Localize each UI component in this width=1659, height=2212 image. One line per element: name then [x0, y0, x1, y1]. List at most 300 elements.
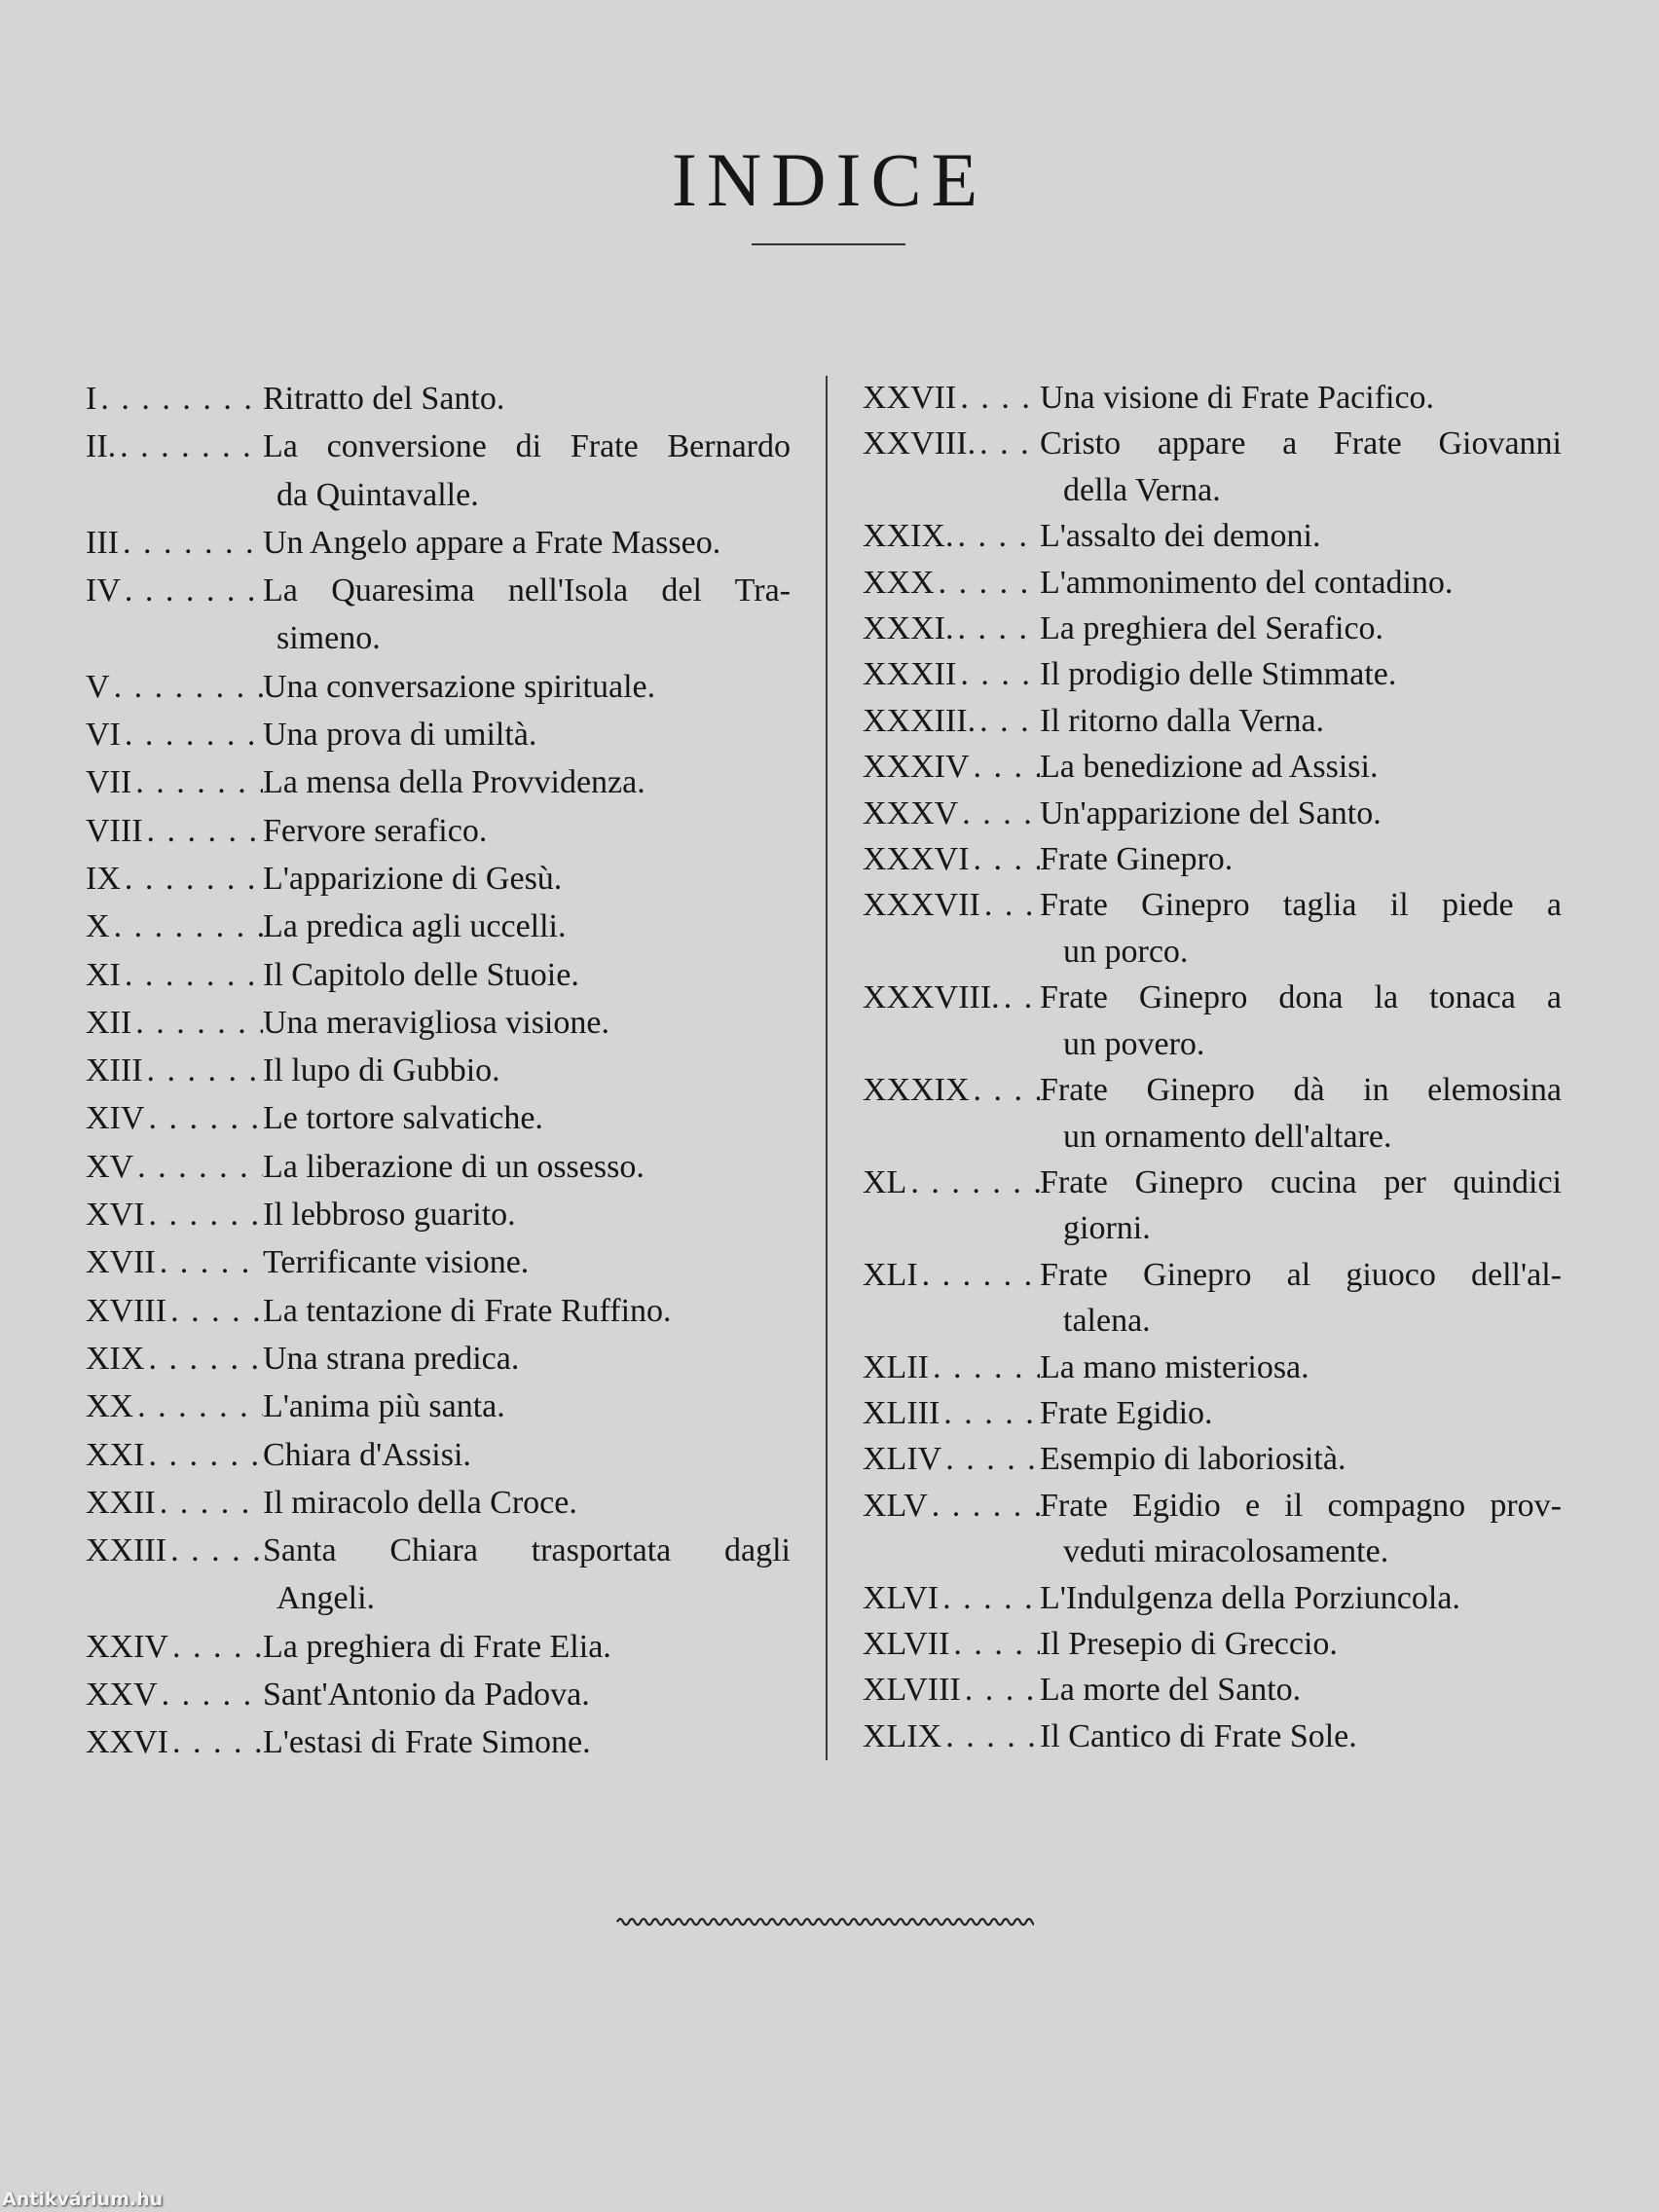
dot-leader: [121, 567, 263, 663]
index-entry: [86, 999, 791, 1047]
chapter-title: [263, 567, 791, 663]
index-entry: [863, 560, 1562, 606]
dot-leader: [116, 423, 263, 519]
chapter-title: [263, 375, 791, 423]
dot-leader: [166, 1287, 263, 1335]
chapter-numeral: VII: [86, 764, 132, 801]
index-entry: [863, 1667, 1562, 1713]
chapter-title-line: Frate Ginepro al giuoco dell'al-: [1040, 1256, 1562, 1293]
chapter-title: [263, 1335, 791, 1382]
index-entry: [863, 606, 1562, 651]
chapter-title-line: Una conversazione spirituale.: [263, 668, 656, 705]
chapter-title: [1040, 375, 1562, 421]
chapter-title-line: Frate Egidio.: [1040, 1394, 1213, 1431]
chapter-numeral-cell: [86, 711, 263, 758]
chapter-numeral-cell: [86, 1238, 263, 1286]
dot-leader: [121, 855, 263, 903]
index-entry: [86, 375, 791, 423]
chapter-title-line: La preghiera di Frate Elia.: [263, 1628, 611, 1665]
chapter-numeral-cell: [86, 1671, 263, 1718]
chapter-numeral: XXXIX: [863, 1072, 970, 1109]
index-entry: [86, 758, 791, 806]
dot-leader: [953, 513, 1040, 559]
chapter-title-line: Santa Chiara trasportata dagli: [263, 1532, 791, 1569]
index-entry: [863, 836, 1562, 882]
dot-leader: [906, 1160, 1040, 1252]
dot-leader: [144, 1431, 263, 1479]
dot-leader: [953, 606, 1040, 651]
chapter-title: [1040, 1252, 1562, 1345]
dot-leader: [976, 421, 1040, 513]
chapter-numeral: XX: [86, 1388, 134, 1425]
chapter-numeral-cell: [86, 1191, 263, 1238]
index-entry: [86, 567, 791, 663]
chapter-title: [263, 519, 791, 567]
dot-leader: [940, 1390, 1040, 1436]
dot-leader: [121, 711, 263, 758]
chapter-title-line: Il Cantico di Frate Sole.: [1040, 1717, 1357, 1754]
chapter-title-line: Un Angelo appare a Frate Masseo.: [263, 524, 721, 561]
index-entry: [86, 1382, 791, 1430]
chapter-title: [1040, 1160, 1562, 1252]
index-entry: [86, 807, 791, 855]
chapter-title: [263, 903, 791, 950]
dot-leader: [144, 1191, 263, 1238]
index-entry: [86, 1287, 791, 1335]
index-entry: [863, 744, 1562, 790]
chapter-title-line: Il miracolo della Croce.: [263, 1484, 577, 1521]
chapter-title-line: Le tortore salvatiche.: [263, 1100, 543, 1137]
index-entry: [863, 375, 1562, 421]
index-entry: [863, 882, 1562, 975]
chapter-numeral-cell: [863, 421, 1040, 513]
chapter-numeral: XIII: [86, 1052, 143, 1089]
chapter-numeral: XXVI: [86, 1724, 168, 1761]
index-entry: [863, 698, 1562, 744]
index-entry: [863, 513, 1562, 559]
chapter-title-line: Una meravigliosa visione.: [263, 1004, 609, 1041]
dot-leader: [970, 744, 1040, 790]
chapter-numeral: XXXI.: [863, 610, 954, 647]
chapter-title-continuation: da Quintavalle.: [276, 476, 479, 513]
chapter-title-line: Il lupo di Gubbio.: [263, 1052, 500, 1089]
chapter-title: [1040, 651, 1562, 697]
chapter-title: [263, 855, 791, 903]
dot-leader: [168, 1623, 263, 1671]
index-entry: [863, 1067, 1562, 1160]
chapter-numeral-cell: [863, 375, 1040, 421]
dot-leader: [976, 698, 1040, 744]
chapter-numeral-cell: [86, 1094, 263, 1142]
chapter-title: [1040, 882, 1562, 975]
chapter-numeral: IX: [86, 860, 121, 897]
chapter-title-continuation: della Verna.: [1063, 471, 1221, 508]
chapter-title-line: Chiara d'Assisi.: [263, 1436, 471, 1473]
chapter-title-line: Frate Ginepro taglia il piede a: [1040, 887, 1562, 924]
chapter-title-line: L'estasi di Frate Simone.: [263, 1724, 591, 1761]
chapter-numeral: XII: [86, 1004, 132, 1041]
index-entry: [86, 1431, 791, 1479]
index-entry: [863, 1160, 1562, 1252]
chapter-title-line: Una visione di Frate Pacifico.: [1040, 380, 1435, 416]
chapter-title: [1040, 606, 1562, 651]
chapter-numeral: XXXVIII.: [863, 979, 1000, 1016]
chapter-title-line: La predica agli uccelli.: [263, 908, 567, 945]
chapter-numeral-cell: [86, 663, 263, 711]
chapter-title: [263, 951, 791, 999]
chapter-title-continuation: talena.: [1063, 1303, 1151, 1340]
dot-leader: [1000, 975, 1040, 1067]
chapter-title: [263, 1718, 791, 1766]
chapter-title: [263, 1238, 791, 1286]
chapter-title: [263, 663, 791, 711]
chapter-numeral: XVIII: [86, 1292, 167, 1329]
chapter-numeral: XXIV: [86, 1628, 168, 1665]
chapter-title-continuation: un ornamento dell'altare.: [1063, 1118, 1392, 1155]
chapter-numeral-cell: [86, 855, 263, 903]
chapter-numeral: X: [86, 908, 110, 945]
chapter-numeral: VI: [86, 717, 121, 754]
chapter-numeral-cell: [86, 567, 263, 663]
chapter-numeral-cell: [863, 1483, 1040, 1575]
chapter-numeral-cell: [86, 1335, 263, 1382]
chapter-numeral-cell: [863, 1345, 1040, 1390]
dot-leader: [970, 836, 1040, 882]
chapter-title-line: Frate Ginepro.: [1040, 841, 1234, 878]
chapter-numeral: XXXV: [863, 794, 959, 831]
chapter-title: [263, 1094, 791, 1142]
chapter-title-line: Il Capitolo delle Stuoie.: [263, 956, 579, 993]
chapter-title-line: L'Indulgenza della Porziuncola.: [1040, 1579, 1460, 1616]
chapter-numeral-cell: [86, 1287, 263, 1335]
chapter-title: [1040, 744, 1562, 790]
dot-leader: [143, 1047, 263, 1094]
dot-leader: [168, 1718, 263, 1766]
dot-leader: [144, 1094, 263, 1142]
chapter-numeral: XXVIII.: [863, 425, 977, 462]
chapter-title-line: Ritratto del Santo.: [263, 381, 505, 417]
chapter-title-line: L'assalto dei demoni.: [1040, 518, 1321, 555]
chapter-numeral-cell: [863, 1621, 1040, 1667]
dot-leader: [929, 1345, 1040, 1390]
chapter-title: [263, 1191, 791, 1238]
dot-leader: [110, 663, 263, 711]
chapter-numeral-cell: [863, 744, 1040, 790]
chapter-numeral-cell: [863, 651, 1040, 697]
index-entry: [86, 1527, 791, 1623]
watermark: Antikvárium.hu: [2, 2189, 164, 2210]
index-entry: [86, 1143, 791, 1191]
dot-leader: [121, 951, 263, 999]
chapter-title-continuation: simeno.: [276, 620, 381, 657]
chapter-numeral-cell: [863, 606, 1040, 651]
chapter-title: [1040, 421, 1562, 513]
chapter-numeral: XXVII: [863, 380, 957, 416]
chapter-numeral: XLVIII: [863, 1672, 961, 1709]
chapter-title: [1040, 1714, 1562, 1759]
index-entry: [863, 791, 1562, 836]
chapter-numeral-cell: [863, 882, 1040, 975]
chapter-numeral-cell: [863, 698, 1040, 744]
chapter-numeral-cell: [863, 1390, 1040, 1436]
chapter-title-line: Una strana predica.: [263, 1340, 520, 1377]
chapter-title-line: Un'apparizione del Santo.: [1040, 794, 1382, 831]
chapter-numeral: XXXII: [863, 656, 957, 693]
chapter-numeral: XXV: [86, 1677, 158, 1714]
dot-leader: [961, 1667, 1040, 1713]
dot-leader: [96, 375, 263, 423]
chapter-title-continuation: veduti miracolosamente.: [1063, 1533, 1389, 1570]
chapter-title-line: Il Presepio di Greccio.: [1040, 1625, 1338, 1662]
chapter-numeral-cell: [863, 1160, 1040, 1252]
chapter-numeral-cell: [86, 1479, 263, 1527]
chapter-title: [1040, 1575, 1562, 1621]
index-entry: [863, 1621, 1562, 1667]
chapter-numeral: V: [86, 668, 110, 705]
chapter-numeral: VIII: [86, 812, 143, 849]
dot-leader: [949, 1621, 1040, 1667]
dot-leader: [958, 791, 1040, 836]
dot-leader: [131, 999, 263, 1047]
chapter-title: [1040, 560, 1562, 606]
chapter-title-line: Frate Ginepro cucina per quindici: [1040, 1163, 1562, 1200]
index-entry: [86, 1191, 791, 1238]
chapter-title-line: Frate Ginepro dà in elemosina: [1040, 1072, 1562, 1109]
index-left-column: [86, 375, 791, 1767]
chapter-title-line: Terrificante visione.: [263, 1244, 530, 1281]
dot-leader: [144, 1335, 263, 1382]
chapter-numeral: XXII: [86, 1484, 156, 1521]
chapter-title: [263, 1431, 791, 1479]
chapter-numeral-cell: [863, 1667, 1040, 1713]
dot-leader: [928, 1483, 1040, 1575]
index-entry: [863, 1483, 1562, 1575]
dot-leader: [941, 1714, 1040, 1759]
chapter-numeral: XI: [86, 956, 121, 993]
dot-leader: [133, 1382, 263, 1430]
dot-leader: [133, 1143, 263, 1191]
chapter-numeral: XIX: [86, 1340, 145, 1377]
index-entry: [86, 1335, 791, 1382]
chapter-numeral: XLVI: [863, 1579, 940, 1616]
chapter-title: [263, 711, 791, 758]
chapter-title: [263, 1287, 791, 1335]
chapter-numeral-cell: [86, 1143, 263, 1191]
chapter-title-line: L'apparizione di Gesù.: [263, 860, 563, 897]
chapter-title: [1040, 836, 1562, 882]
chapter-numeral-cell: [86, 1527, 263, 1623]
index-entry: [863, 1436, 1562, 1482]
chapter-numeral-cell: [863, 1714, 1040, 1759]
index-entry: [86, 1047, 791, 1094]
chapter-title-line: La preghiera del Serafico.: [1040, 610, 1384, 647]
index-entry: [863, 1390, 1562, 1436]
dot-leader: [941, 1436, 1040, 1482]
chapter-numeral: XXXVII: [863, 887, 980, 924]
chapter-numeral-cell: [86, 1047, 263, 1094]
index-entry: [863, 1575, 1562, 1621]
chapter-numeral-cell: [863, 975, 1040, 1067]
chapter-title-line: L'anima più santa.: [263, 1388, 505, 1425]
index-entry: [86, 663, 791, 711]
chapter-title-line: Frate Ginepro dona la tonaca a: [1040, 979, 1562, 1016]
chapter-title: [1040, 1436, 1562, 1482]
dot-leader: [980, 882, 1040, 975]
chapter-numeral-cell: [86, 903, 263, 950]
index-right-column: [863, 375, 1562, 1759]
chapter-numeral: XXXIII.: [863, 702, 977, 739]
index-entry: [863, 1345, 1562, 1390]
chapter-title: [1040, 698, 1562, 744]
chapter-numeral: XV: [86, 1148, 134, 1185]
chapter-numeral: XVI: [86, 1197, 145, 1234]
dot-leader: [939, 1575, 1040, 1621]
index-entry: [86, 1718, 791, 1766]
chapter-numeral: XLIX: [863, 1717, 942, 1754]
chapter-numeral-cell: [863, 560, 1040, 606]
index-entry: [86, 1094, 791, 1142]
chapter-numeral: II.: [86, 428, 117, 465]
chapter-numeral-cell: [86, 1431, 263, 1479]
chapter-title-line: Esempio di laboriosità.: [1040, 1441, 1346, 1478]
chapter-numeral-cell: [86, 807, 263, 855]
dot-leader: [956, 375, 1040, 421]
dot-leader: [156, 1238, 263, 1286]
index-entry: [86, 423, 791, 519]
dot-leader: [166, 1527, 263, 1623]
chapter-numeral-cell: [86, 375, 263, 423]
chapter-title-line: La mensa della Provvidenza.: [263, 764, 645, 801]
chapter-numeral: IV: [86, 572, 121, 609]
chapter-title: [1040, 1390, 1562, 1436]
chapter-title-line: Sant'Antonio da Padova.: [263, 1677, 590, 1714]
index-entry: [86, 1479, 791, 1527]
chapter-numeral-cell: [86, 1623, 263, 1671]
column-divider: [826, 376, 828, 1760]
chapter-title: [1040, 1667, 1562, 1713]
index-entry: [863, 975, 1562, 1067]
chapter-title: [263, 1479, 791, 1527]
chapter-numeral: XXIX.: [863, 518, 954, 555]
index-entry: [86, 1623, 791, 1671]
index-entry: [86, 519, 791, 567]
chapter-numeral: I: [86, 381, 97, 417]
chapter-title: [1040, 513, 1562, 559]
chapter-title-line: Frate Egidio e il compagno prov-: [1040, 1487, 1562, 1524]
chapter-numeral: XVII: [86, 1244, 156, 1281]
chapter-title-line: La tentazione di Frate Ruffino.: [263, 1292, 672, 1329]
index-entry: [863, 1252, 1562, 1345]
chapter-numeral-cell: [863, 836, 1040, 882]
chapter-numeral: XXIII: [86, 1532, 167, 1569]
index-entry: [863, 421, 1562, 513]
chapter-title: [263, 1382, 791, 1430]
chapter-title-line: La morte del Santo.: [1040, 1672, 1302, 1709]
chapter-title-line: La benedizione ad Assisi.: [1040, 749, 1379, 786]
chapter-title: [1040, 1345, 1562, 1390]
chapter-title-line: Cristo appare a Frate Giovanni: [1040, 425, 1562, 462]
chapter-title: [263, 1527, 791, 1623]
wavy-ornament: [615, 1910, 1034, 1930]
chapter-title-line: La Quaresima nell'Isola del Tra-: [263, 572, 791, 609]
chapter-numeral-cell: [86, 423, 263, 519]
chapter-title: [1040, 1621, 1562, 1667]
dot-leader: [935, 560, 1040, 606]
chapter-numeral-cell: [86, 1718, 263, 1766]
chapter-numeral-cell: [86, 758, 263, 806]
chapter-numeral: III: [86, 524, 119, 561]
dot-leader: [156, 1479, 263, 1527]
dot-leader: [119, 519, 263, 567]
dot-leader: [143, 807, 263, 855]
index-entry: [863, 1714, 1562, 1759]
chapter-numeral-cell: [863, 513, 1040, 559]
index-entry: [863, 651, 1562, 697]
chapter-numeral: XXX: [863, 564, 935, 601]
title-underline: [752, 243, 905, 245]
chapter-title: [263, 999, 791, 1047]
dot-leader: [970, 1067, 1040, 1160]
chapter-title: [1040, 975, 1562, 1067]
chapter-numeral-cell: [86, 519, 263, 567]
dot-leader: [158, 1671, 263, 1718]
chapter-title-line: La mano misteriosa.: [1040, 1348, 1309, 1385]
chapter-title-continuation: un porco.: [1063, 933, 1189, 970]
dot-leader: [131, 758, 263, 806]
chapter-title: [263, 1047, 791, 1094]
chapter-numeral: XIV: [86, 1100, 145, 1137]
chapter-title-line: Una prova di umiltà.: [263, 717, 537, 754]
chapter-title: [263, 423, 791, 519]
chapter-title-line: L'ammonimento del contadino.: [1040, 564, 1454, 601]
chapter-numeral-cell: [86, 999, 263, 1047]
chapter-title: [263, 1623, 791, 1671]
chapter-title: [1040, 1067, 1562, 1160]
chapter-title: [263, 807, 791, 855]
index-entry: [86, 903, 791, 950]
index-entry: [86, 1671, 791, 1718]
index-entry: [86, 711, 791, 758]
chapter-title-line: La liberazione di un ossesso.: [263, 1148, 645, 1185]
chapter-title: [1040, 791, 1562, 836]
chapter-title-continuation: giorni.: [1063, 1210, 1151, 1247]
chapter-numeral-cell: [863, 791, 1040, 836]
page-title: INDICE: [671, 137, 988, 222]
index-entry: [86, 951, 791, 999]
chapter-title: [263, 758, 791, 806]
chapter-numeral-cell: [863, 1575, 1040, 1621]
chapter-numeral: XXI: [86, 1436, 145, 1473]
chapter-numeral-cell: [863, 1436, 1040, 1482]
chapter-title: [263, 1671, 791, 1718]
chapter-numeral: XLI: [863, 1256, 918, 1293]
chapter-title-continuation: Angeli.: [276, 1580, 376, 1617]
chapter-title-line: Fervore serafico.: [263, 812, 488, 849]
chapter-title-line: Il prodigio delle Stimmate.: [1040, 656, 1397, 693]
chapter-numeral: XXXIV: [863, 749, 970, 786]
dot-leader: [956, 651, 1040, 697]
chapter-numeral: XLIII: [863, 1394, 940, 1431]
chapter-title: [263, 1143, 791, 1191]
chapter-numeral: XLII: [863, 1348, 929, 1385]
dot-leader: [110, 903, 263, 950]
chapter-numeral-cell: [863, 1252, 1040, 1345]
chapter-numeral-cell: [86, 951, 263, 999]
chapter-numeral: XL: [863, 1163, 907, 1200]
chapter-numeral: XLVII: [863, 1625, 950, 1662]
dot-leader: [918, 1252, 1040, 1345]
chapter-title: [1040, 1483, 1562, 1575]
